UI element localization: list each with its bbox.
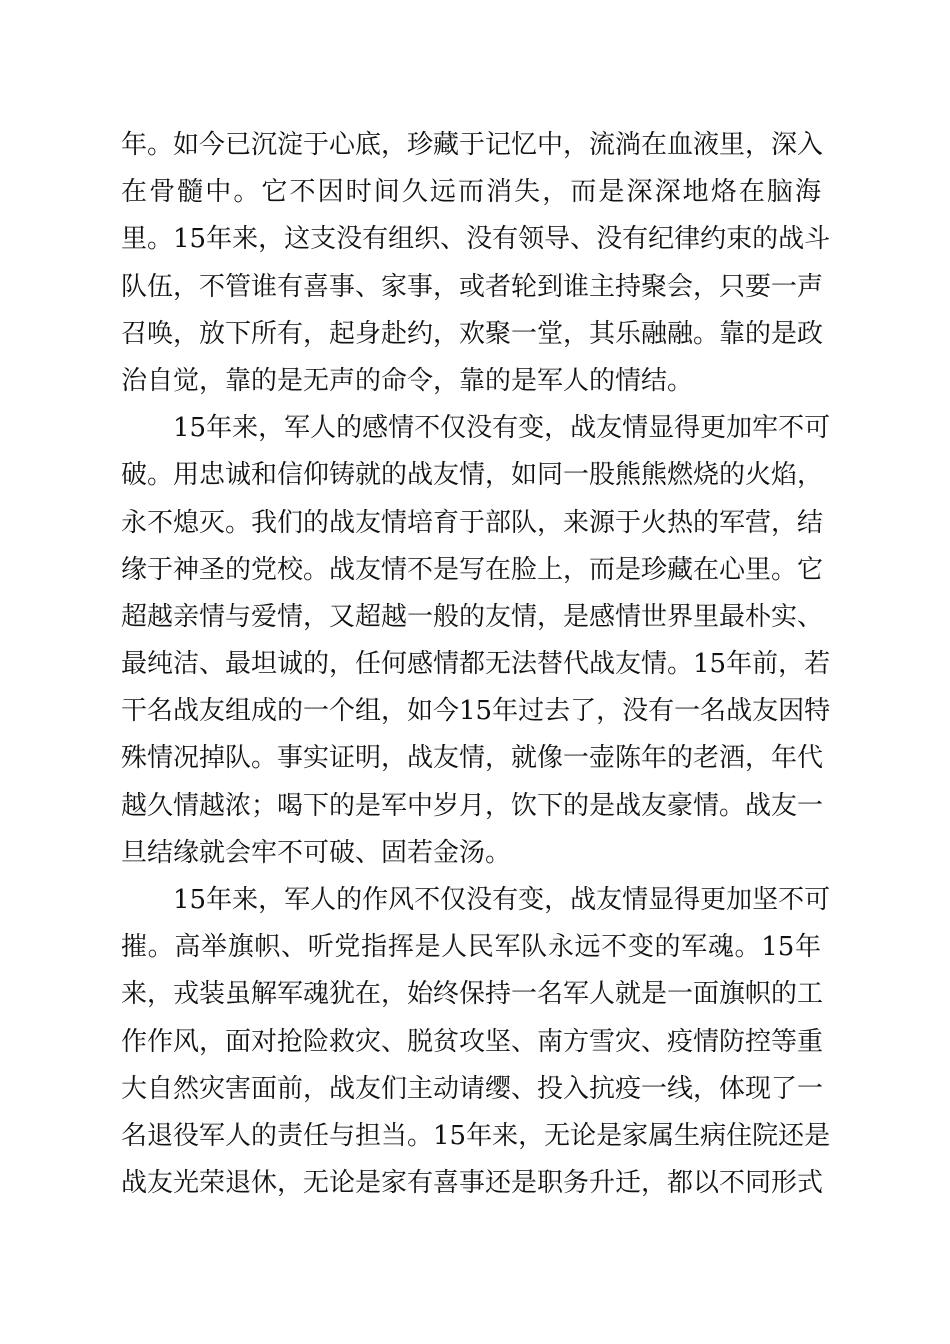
text-line: 旦结缘就会牢不可破、固若金汤。 [121,837,512,868]
body-text [121,122,831,1207]
text-line: 大自然灾害面前，战友们主动请缨、投入抗疫一线，体现了一 [121,1073,824,1104]
text-line: 缘于神圣的党校。战友情不是写在脸上，而是珍藏在心里。它 [121,554,824,585]
text-line: 殊情况掉队。事实证明，战友情，就像一壶陈年的老酒，年代 [121,743,824,774]
text-line: 15年来，军人的感情不仅没有变，战友情显得更加牢不可 [173,413,831,444]
text-line: 作作风，面对抢险救灾、脱贫攻坚、南方雪灾、疫情防控等重 [121,1026,824,1057]
text-line: 治自觉，靠的是无声的命令，靠的是军人的情结。 [121,365,694,396]
text-line: 超越亲情与爱情，又超越一般的友情，是感情世界里最朴实、 [121,601,824,632]
text-line: 队伍，不管谁有喜事、家事，或者轮到谁主持聚会，只要一声 [121,271,824,302]
text-line: 永不熄灭。我们的战友情培育于部队，来源于火热的军营，结 [121,507,824,538]
text-line: 干名战友组成的一个组，如今15年过去了，没有一名战友因特 [121,696,831,727]
text-line: 15年来，军人的作风不仅没有变，战友情显得更加坚不可 [173,885,831,915]
text-line: 名退役军人的责任与担当。15年来，无论是家属生病住院还是 [121,1120,831,1151]
text-line: 越久情越浓；喝下的是军中岁月，饮下的是战友豪情。战友一 [121,790,824,821]
text-line: 摧。高举旗帜、听党指挥是人民军队永远不变的军魂。15年 [121,932,821,963]
text-line: 来，戎装虽解军魂犹在，始终保持一名军人就是一面旗帜的工 [121,979,824,1010]
text-line: 最纯洁、最坦诚的，任何感情都无法替代战友情。15年前，若 [121,649,831,680]
text-line: 在骨髓中。它不因时间久远而消失，而是深深地烙在脑海 [121,177,821,208]
text-line: 战友光荣退休，无论是家有喜事还是职务升迁，都以不同形式 [121,1168,824,1199]
text-line: 年。如今已沉淀于心底，珍藏于记忆中，流淌在血液里，深入 [121,130,824,160]
text-line: 破。用忠诚和信仰铸就的战友情，如同一股熊熊燃烧的火焰， [121,460,824,491]
text-line: 里。15年来，这支没有组织、没有领导、没有纪律约束的战斗 [121,224,831,255]
text-line: 召唤，放下所有，起身赴约，欢聚一堂，其乐融融。靠的是政 [121,318,824,349]
